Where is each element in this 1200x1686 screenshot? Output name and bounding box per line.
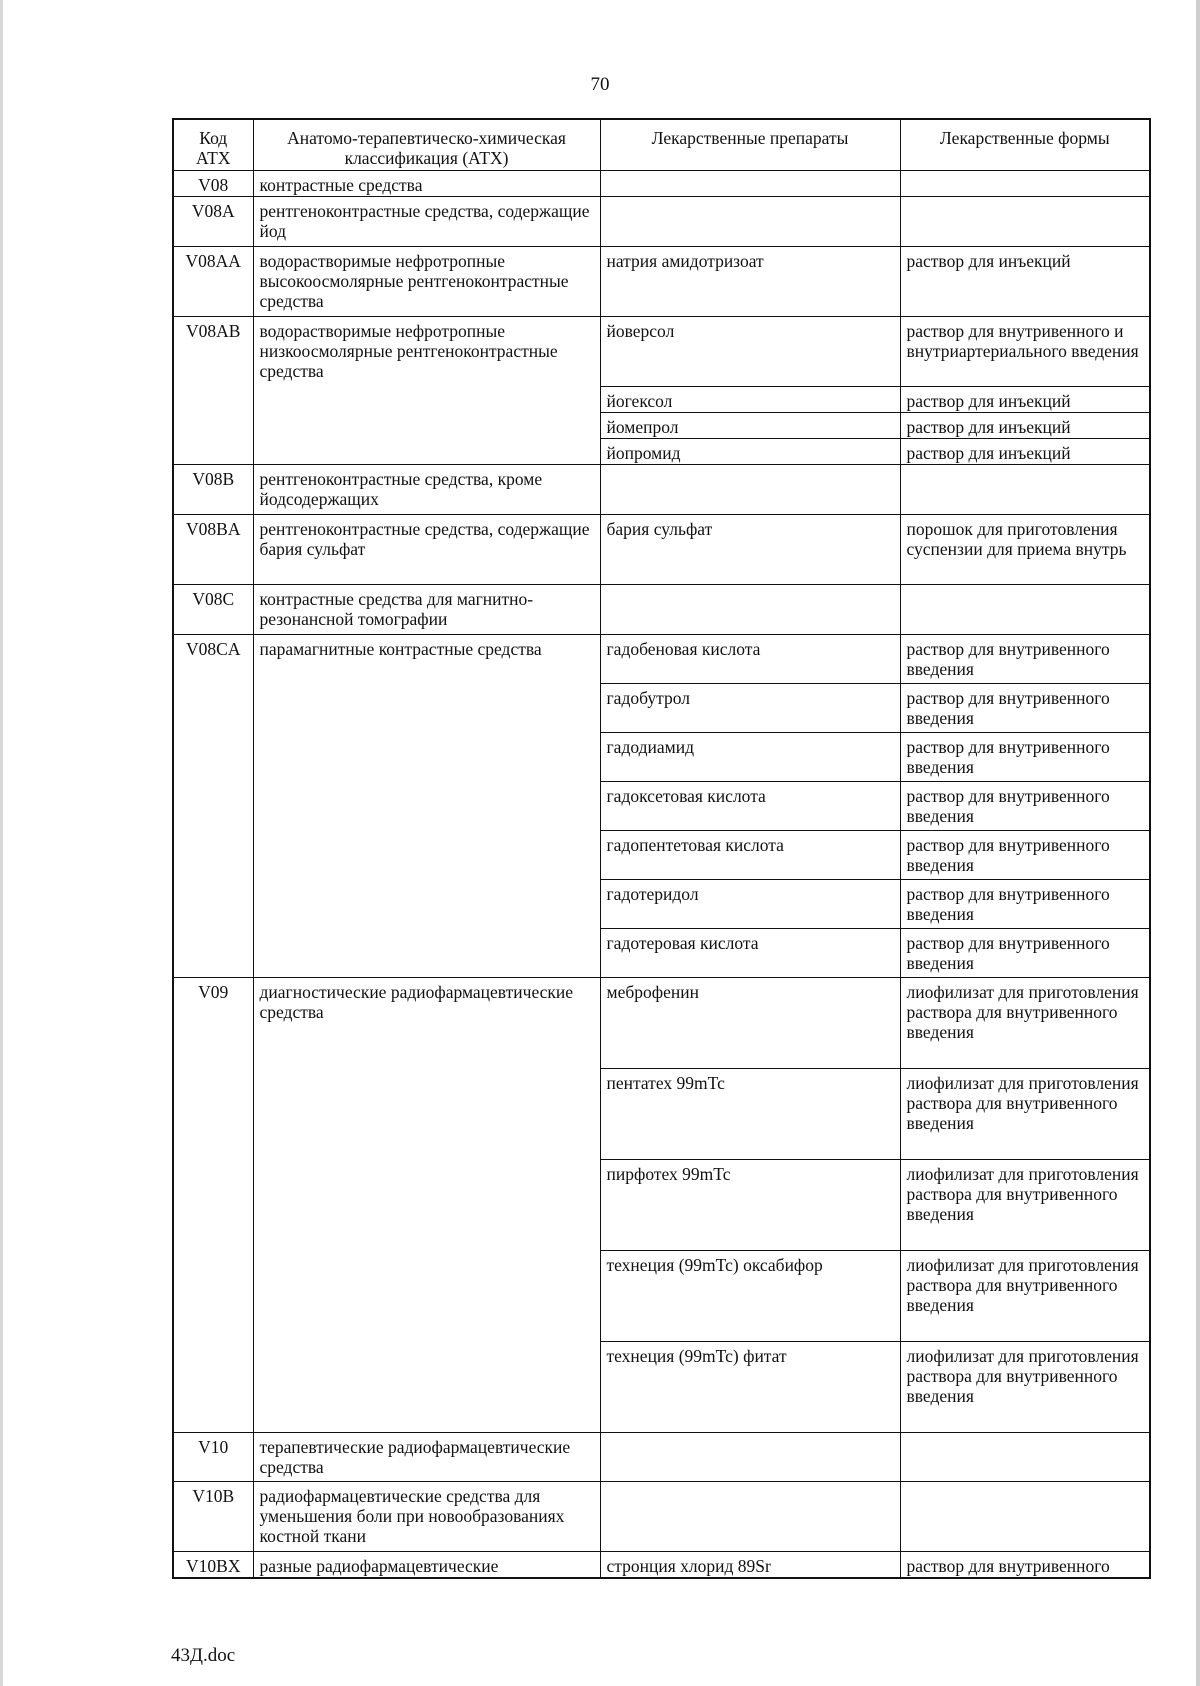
header-classification: Анатомо-терапевтическо-химическая классификация (АТХ)	[253, 119, 600, 171]
dosage-form: раствор для внутривенного введения	[900, 635, 1150, 684]
drug-name: гадопентетовая кислота	[600, 831, 900, 880]
atc-code: V08AB	[173, 317, 253, 465]
atc-code: V08	[173, 171, 253, 197]
atc-classification: контрастные средства для магнитно-резонансной томографии	[253, 585, 600, 635]
drug-name: гадобеновая кислота	[600, 635, 900, 684]
dosage-form: раствор для инъекций	[900, 413, 1150, 439]
drug-name: натрия амидотризоат	[600, 247, 900, 317]
atc-classification: разные радиофармацевтические	[253, 1552, 600, 1579]
drug-name: гадотеровая кислота	[600, 929, 900, 978]
dosage-form: раствор для внутривенного и внутриартериального введения	[900, 317, 1150, 387]
drug-name: пирфотех 99mTc	[600, 1160, 900, 1251]
table-body	[173, 171, 1150, 1579]
drug-name: пентатех 99mTc	[600, 1069, 900, 1160]
table-row	[173, 197, 1150, 247]
atc-classification: рентгеноконтрастные средства, содержащие йод	[253, 197, 600, 247]
drug-name	[600, 1482, 900, 1552]
dosage-form: лиофилизат для приготовления раствора для внутривенного введения	[900, 978, 1150, 1069]
table-row	[173, 1552, 1150, 1579]
drug-name: йомепрол	[600, 413, 900, 439]
drug-name	[600, 171, 900, 197]
atc-code: V10B	[173, 1482, 253, 1552]
dosage-form: лиофилизат для приготовления раствора для внутривенного введения	[900, 1342, 1150, 1433]
table-row	[173, 515, 1150, 585]
atc-classification: водорастворимые нефротропные низкоосмолярные рентгеноконтрастные средства	[253, 317, 600, 465]
drug-name: стронция хлорид 89Sr	[600, 1552, 900, 1579]
table-row	[173, 978, 1150, 1069]
drug-name: гадобутрол	[600, 684, 900, 733]
dosage-form	[900, 171, 1150, 197]
atc-classification: водорастворимые нефротропные высокоосмолярные рентгеноконтрастные средства	[253, 247, 600, 317]
drug-name: йогексол	[600, 387, 900, 413]
dosage-form: раствор для внутривенного введения	[900, 684, 1150, 733]
table-row	[173, 317, 1150, 387]
atc-code: V10BX	[173, 1552, 253, 1579]
dosage-form: раствор для инъекций	[900, 387, 1150, 413]
table-row	[173, 635, 1150, 684]
footer-filename: 43Д.doc	[171, 1645, 236, 1666]
atc-classification: диагностические радиофармацевтические средства	[253, 978, 600, 1433]
atc-code: V08BA	[173, 515, 253, 585]
drug-name: технеция (99mTc) оксабифор	[600, 1251, 900, 1342]
drug-name: гадоксетовая кислота	[600, 782, 900, 831]
dosage-form: раствор для инъекций	[900, 439, 1150, 465]
dosage-form	[900, 585, 1150, 635]
atc-code: V08AA	[173, 247, 253, 317]
drug-name	[600, 465, 900, 515]
atc-classification: контрастные средства	[253, 171, 600, 197]
atc-code: V08C	[173, 585, 253, 635]
drug-name	[600, 197, 900, 247]
drug-name	[600, 1433, 900, 1482]
dosage-form: лиофилизат для приготовления раствора для внутривенного введения	[900, 1251, 1150, 1342]
drug-name: йоверсол	[600, 317, 900, 387]
dosage-form: лиофилизат для приготовления раствора для внутривенного введения	[900, 1160, 1150, 1251]
dosage-form: порошок для приготовления суспензии для приема внутрь	[900, 515, 1150, 585]
table-row	[173, 171, 1150, 197]
dosage-form: раствор для внутривенного	[900, 1552, 1150, 1579]
dosage-form: раствор для инъекций	[900, 247, 1150, 317]
atc-code: V10	[173, 1433, 253, 1482]
dosage-form: раствор для внутривенного введения	[900, 880, 1150, 929]
dosage-form	[900, 197, 1150, 247]
drug-name: йопромид	[600, 439, 900, 465]
dosage-form: раствор для внутривенного введения	[900, 831, 1150, 880]
table-row	[173, 465, 1150, 515]
dosage-form	[900, 1433, 1150, 1482]
dosage-form: раствор для внутривенного введения	[900, 782, 1150, 831]
dosage-form	[900, 1482, 1150, 1552]
drug-name: технеция (99mTc) фитат	[600, 1342, 900, 1433]
atc-classification: парамагнитные контрастные средства	[253, 635, 600, 978]
dosage-form: раствор для внутривенного введения	[900, 733, 1150, 782]
drug-name: гадотеридол	[600, 880, 900, 929]
dosage-form	[900, 465, 1150, 515]
header-code: Код АТХ	[173, 119, 253, 171]
atc-table	[172, 118, 1151, 1579]
table-row	[173, 585, 1150, 635]
atc-classification: радиофармацевтические средства для уменьшения боли при новообразованиях костной ткани	[253, 1482, 600, 1552]
dosage-form: раствор для внутривенного введения	[900, 929, 1150, 978]
atc-code: V08B	[173, 465, 253, 515]
atc-classification: рентгеноконтрастные средства, содержащие бария сульфат	[253, 515, 600, 585]
drug-name: гадодиамид	[600, 733, 900, 782]
table-row	[173, 247, 1150, 317]
atc-code: V09	[173, 978, 253, 1433]
table-row	[173, 1482, 1150, 1552]
table-row	[173, 1433, 1150, 1482]
atc-code: V08A	[173, 197, 253, 247]
drug-name: меброфенин	[600, 978, 900, 1069]
atc-classification: рентгеноконтрастные средства, кроме йодсодержащих	[253, 465, 600, 515]
page-number: 70	[590, 74, 610, 95]
dosage-form: лиофилизат для приготовления раствора для внутривенного введения	[900, 1069, 1150, 1160]
header-forms: Лекарственные формы	[900, 119, 1150, 171]
scan-edge-left	[0, 0, 3, 1686]
drug-name: бария сульфат	[600, 515, 900, 585]
drug-name	[600, 585, 900, 635]
atc-classification: терапевтические радиофармацевтические средства	[253, 1433, 600, 1482]
header-drugs: Лекарственные препараты	[600, 119, 900, 171]
scan-edge-right	[1196, 0, 1200, 1686]
atc-code: V08CA	[173, 635, 253, 978]
table-header-row	[173, 119, 1150, 171]
